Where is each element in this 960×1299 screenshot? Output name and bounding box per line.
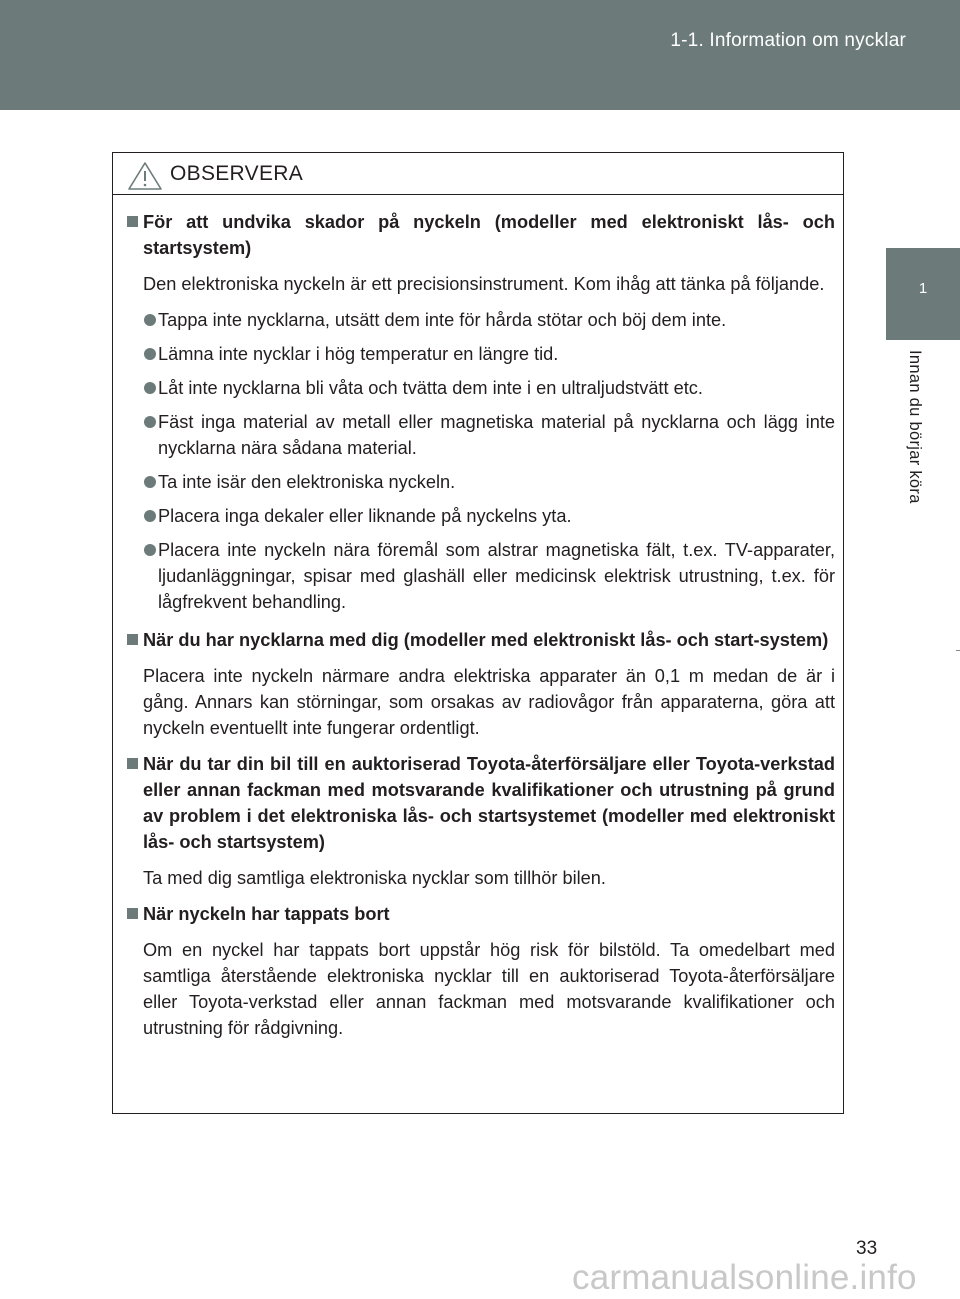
section-text: Om en nyckel har tappats bort uppstår hög risk för bilstöld. Ta omedelbart med samtliga återstående elektroniska nycklar till en auktoriserad Toyota-återförsäljare eller Toyota-verkstad eller annan fackman med motsvarande kvalifikationer och utrustning för rådgivning. — [143, 940, 835, 1038]
chapter-number: 1 — [918, 280, 928, 297]
section-title: 1-1. Information om nycklar — [670, 30, 906, 51]
warning-title: OBSERVERA — [170, 162, 304, 185]
crop-mark — [952, 0, 960, 20]
header-band — [0, 0, 960, 110]
chapter-tab — [886, 248, 960, 340]
section-heading: För att undvika skador på nyckeln (modeller med elektroniskt lås- och startsystem) — [127, 209, 835, 261]
list-item: Placera inte nyckeln nära föremål som alstrar magnetiska fält, t.ex. TV-apparater, ljudanläggningar, spisar med glashäll eller medicinsk elektrisk utrustning, t.ex. för lågfrekvent behandling. — [127, 537, 835, 615]
list-item: Fäst inga material av metall eller magnetiska material på nycklarna och lägg inte nycklarna nära sådana material. — [127, 409, 835, 461]
list-item: Tappa inte nycklarna, utsätt dem inte för hårda stötar och böj dem inte. — [127, 307, 835, 333]
section-heading: När du tar din bil till en auktoriserad Toyota-återförsäljare eller Toyota-verkstad eller annan fackman med motsvarande kvalifikationer och utrustning på grund av problem i det elektroniska lås- och startsystemet (modeller med elektroniskt lås- och startsystem) — [127, 751, 835, 855]
margin-rule — [956, 650, 960, 651]
list-item: Placera inga dekaler eller liknande på nyckelns yta. — [127, 503, 835, 529]
bullet-list — [127, 307, 835, 615]
list-item: Lämna inte nycklar i hög temperatur en längre tid. — [127, 341, 835, 367]
section-text: Ta med dig samtliga elektroniska nycklar som tillhör bilen. — [143, 868, 606, 888]
warning-triangle-icon — [127, 161, 163, 191]
page-number: 33 — [856, 1238, 878, 1259]
section-text: Placera inte nyckeln närmare andra elektriska apparater än 0,1 m medan de är i gång. Annars kan störningar, som orsakas av radiovågor från apparaterna, göra att nyckeln eventuellt inte fungerar ordentligt. — [143, 666, 835, 738]
section-text: Den elektroniska nyckeln är ett precisionsinstrument. Kom ihåg att tänka på följande. — [143, 274, 825, 294]
list-item: Ta inte isär den elektroniska nyckeln. — [127, 469, 835, 495]
warning-header — [113, 153, 843, 195]
warning-box — [112, 152, 844, 1114]
list-item: Låt inte nycklarna bli våta och tvätta dem inte i en ultraljudstvätt etc. — [127, 375, 835, 401]
watermark: carmanualsonline.info — [572, 1258, 917, 1297]
chapter-label: Innan du börjar köra — [906, 350, 924, 504]
section-heading: När nyckeln har tappats bort — [127, 901, 835, 927]
warning-body — [113, 195, 843, 1041]
section-heading: När du har nycklarna med dig (modeller med elektroniskt lås- och start-system) — [127, 627, 835, 653]
